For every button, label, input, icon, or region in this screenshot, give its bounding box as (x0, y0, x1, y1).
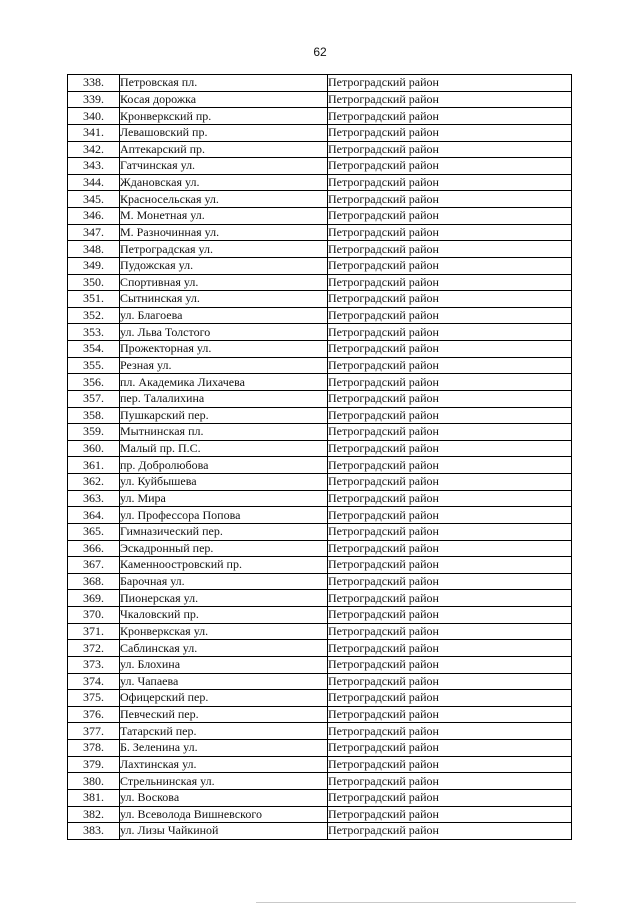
table-row (68, 291, 572, 308)
street-name: Резная ул. (120, 357, 328, 374)
table-body (68, 75, 572, 840)
table-row (68, 557, 572, 574)
street-name: Каменноостровский пр. (120, 557, 328, 574)
district-name: Петроградский район (328, 208, 572, 225)
street-name: М. Разночинная ул. (120, 224, 328, 241)
row-number: 345. (68, 191, 120, 208)
table-row (68, 390, 572, 407)
street-name: ул. Лизы Чайкиной (120, 823, 328, 840)
district-name: Петроградский район (328, 673, 572, 690)
row-number: 355. (68, 357, 120, 374)
row-number: 363. (68, 490, 120, 507)
street-name: Сытнинская ул. (120, 291, 328, 308)
street-name: Эскадронный пер. (120, 540, 328, 557)
row-number: 376. (68, 706, 120, 723)
street-name: ул. Всеволода Вишневского (120, 806, 328, 823)
table-row (68, 573, 572, 590)
row-number: 366. (68, 540, 120, 557)
table-row (68, 507, 572, 524)
table-row (68, 706, 572, 723)
table-row (68, 789, 572, 806)
district-name: Петроградский район (328, 590, 572, 607)
row-number: 354. (68, 341, 120, 358)
district-name: Петроградский район (328, 91, 572, 108)
street-name: Кронверкский пр. (120, 108, 328, 125)
street-name: Кронверкская ул. (120, 623, 328, 640)
street-name: ул. Льва Толстого (120, 324, 328, 341)
street-name: Пушкарский пер. (120, 407, 328, 424)
row-number: 339. (68, 91, 120, 108)
street-name: Аптекарский пр. (120, 141, 328, 158)
table-row (68, 141, 572, 158)
table-row (68, 91, 572, 108)
street-name: Татарский пер. (120, 723, 328, 740)
district-name: Петроградский район (328, 656, 572, 673)
row-number: 340. (68, 108, 120, 125)
district-name: Петроградский район (328, 773, 572, 790)
district-name: Петроградский район (328, 191, 572, 208)
row-number: 371. (68, 623, 120, 640)
street-name: Прожекторная ул. (120, 341, 328, 358)
row-number: 378. (68, 740, 120, 757)
row-number: 379. (68, 756, 120, 773)
district-name: Петроградский район (328, 341, 572, 358)
bottom-divider (256, 902, 576, 903)
row-number: 344. (68, 174, 120, 191)
district-name: Петроградский район (328, 640, 572, 657)
street-name: пл. Академика Лихачева (120, 374, 328, 391)
table-row (68, 174, 572, 191)
street-name: Красносельская ул. (120, 191, 328, 208)
street-name: Певческий пер. (120, 706, 328, 723)
row-number: 353. (68, 324, 120, 341)
table-row (68, 590, 572, 607)
row-number: 343. (68, 158, 120, 175)
row-number: 349. (68, 257, 120, 274)
street-name: ул. Чапаева (120, 673, 328, 690)
row-number: 351. (68, 291, 120, 308)
table-row (68, 773, 572, 790)
district-name: Петроградский район (328, 457, 572, 474)
district-name: Петроградский район (328, 108, 572, 125)
street-name: Пионерская ул. (120, 590, 328, 607)
table-row (68, 457, 572, 474)
district-name: Петроградский район (328, 307, 572, 324)
district-name: Петроградский район (328, 141, 572, 158)
row-number: 346. (68, 208, 120, 225)
table-row (68, 274, 572, 291)
street-name: Малый пр. П.С. (120, 440, 328, 457)
table-row (68, 723, 572, 740)
row-number: 370. (68, 607, 120, 624)
row-number: 341. (68, 124, 120, 141)
district-name: Петроградский район (328, 407, 572, 424)
street-name: ул. Благоева (120, 307, 328, 324)
street-name: М. Монетная ул. (120, 208, 328, 225)
district-name: Петроградский район (328, 474, 572, 491)
district-name: Петроградский район (328, 390, 572, 407)
district-name: Петроградский район (328, 623, 572, 640)
page-number: 62 (313, 45, 327, 59)
street-name: Мытнинская пл. (120, 424, 328, 441)
street-name: Гимназический пер. (120, 523, 328, 540)
table-row (68, 124, 572, 141)
street-name: Петроградская ул. (120, 241, 328, 258)
table-row (68, 307, 572, 324)
district-name: Петроградский район (328, 706, 572, 723)
table-row (68, 474, 572, 491)
district-name: Петроградский район (328, 540, 572, 557)
table-row (68, 690, 572, 707)
row-number: 374. (68, 673, 120, 690)
row-number: 381. (68, 789, 120, 806)
table-row (68, 357, 572, 374)
table-row (68, 257, 572, 274)
street-name: Пудожская ул. (120, 257, 328, 274)
district-name: Петроградский район (328, 324, 572, 341)
table-row (68, 523, 572, 540)
row-number: 352. (68, 307, 120, 324)
row-number: 361. (68, 457, 120, 474)
table-row (68, 673, 572, 690)
row-number: 356. (68, 374, 120, 391)
table-row (68, 75, 572, 92)
table-row (68, 823, 572, 840)
district-name: Петроградский район (328, 75, 572, 92)
street-name: Саблинская ул. (120, 640, 328, 657)
district-name: Петроградский район (328, 723, 572, 740)
district-name: Петроградский район (328, 789, 572, 806)
table-row (68, 607, 572, 624)
table-row (68, 108, 572, 125)
row-number: 342. (68, 141, 120, 158)
district-name: Петроградский район (328, 823, 572, 840)
district-name: Петроградский район (328, 557, 572, 574)
street-name: Стрельнинская ул. (120, 773, 328, 790)
street-name: Барочная ул. (120, 573, 328, 590)
street-name: ул. Куйбышева (120, 474, 328, 491)
row-number: 357. (68, 390, 120, 407)
row-number: 372. (68, 640, 120, 657)
row-number: 347. (68, 224, 120, 241)
street-name: ул. Профессора Попова (120, 507, 328, 524)
table-row (68, 208, 572, 225)
row-number: 362. (68, 474, 120, 491)
district-name: Петроградский район (328, 490, 572, 507)
row-number: 383. (68, 823, 120, 840)
row-number: 359. (68, 424, 120, 441)
row-number: 369. (68, 590, 120, 607)
row-number: 377. (68, 723, 120, 740)
street-name: ул. Мира (120, 490, 328, 507)
street-name: Офицерский пер. (120, 690, 328, 707)
district-name: Петроградский район (328, 257, 572, 274)
district-name: Петроградский район (328, 507, 572, 524)
district-name: Петроградский район (328, 424, 572, 441)
table-row (68, 490, 572, 507)
table-row (68, 756, 572, 773)
district-name: Петроградский район (328, 573, 572, 590)
table-row (68, 806, 572, 823)
row-number: 350. (68, 274, 120, 291)
row-number: 373. (68, 656, 120, 673)
table-row (68, 623, 572, 640)
row-number: 375. (68, 690, 120, 707)
table-row (68, 640, 572, 657)
row-number: 367. (68, 557, 120, 574)
table-row (68, 424, 572, 441)
street-name: Петровская пл. (120, 75, 328, 92)
table-row (68, 324, 572, 341)
district-name: Петроградский район (328, 274, 572, 291)
row-number: 360. (68, 440, 120, 457)
street-name: пер. Талалихина (120, 390, 328, 407)
street-name: Косая дорожка (120, 91, 328, 108)
row-number: 364. (68, 507, 120, 524)
district-name: Петроградский район (328, 374, 572, 391)
district-name: Петроградский район (328, 440, 572, 457)
district-name: Петроградский район (328, 158, 572, 175)
street-name: Б. Зеленина ул. (120, 740, 328, 757)
street-name: Ждановская ул. (120, 174, 328, 191)
street-name: Чкаловский пр. (120, 607, 328, 624)
district-name: Петроградский район (328, 174, 572, 191)
row-number: 382. (68, 806, 120, 823)
street-name: Гатчинская ул. (120, 158, 328, 175)
district-name: Петроградский район (328, 124, 572, 141)
district-name: Петроградский район (328, 357, 572, 374)
district-name: Петроградский район (328, 690, 572, 707)
district-name: Петроградский район (328, 806, 572, 823)
district-name: Петроградский район (328, 241, 572, 258)
district-name: Петроградский район (328, 291, 572, 308)
streets-table (67, 74, 572, 840)
district-name: Петроградский район (328, 740, 572, 757)
district-name: Петроградский район (328, 224, 572, 241)
street-name: Левашовский пр. (120, 124, 328, 141)
district-name: Петроградский район (328, 756, 572, 773)
street-name: ул. Воскова (120, 789, 328, 806)
table-row (68, 740, 572, 757)
district-name: Петроградский район (328, 607, 572, 624)
table-row (68, 540, 572, 557)
table-row (68, 224, 572, 241)
row-number: 368. (68, 573, 120, 590)
row-number: 365. (68, 523, 120, 540)
table-row (68, 158, 572, 175)
row-number: 380. (68, 773, 120, 790)
row-number: 348. (68, 241, 120, 258)
district-name: Петроградский район (328, 523, 572, 540)
street-name: Спортивная ул. (120, 274, 328, 291)
street-name: ул. Блохина (120, 656, 328, 673)
table-row (68, 374, 572, 391)
table-row (68, 191, 572, 208)
table-row (68, 341, 572, 358)
row-number: 338. (68, 75, 120, 92)
street-name: Лахтинская ул. (120, 756, 328, 773)
street-name: пр. Добролюбова (120, 457, 328, 474)
table-row (68, 656, 572, 673)
row-number: 358. (68, 407, 120, 424)
table-row (68, 440, 572, 457)
table-row (68, 407, 572, 424)
table-row (68, 241, 572, 258)
